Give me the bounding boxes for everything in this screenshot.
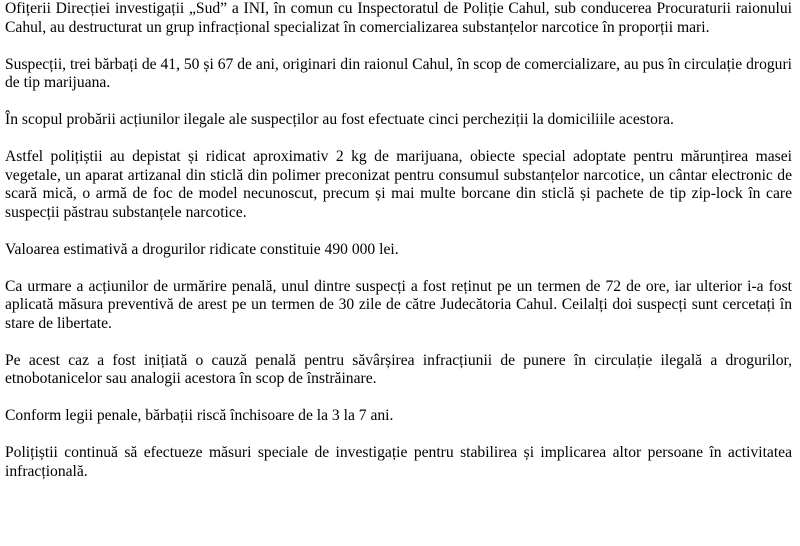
paragraph-penalty: Conform legii penale, bărbații riscă închisoare de la 3 la 7 ani. [5, 407, 394, 424]
paragraph-group-dismantled: Ofițerii Direcției investigații „Sud” a INI, în comun cu Inspectoratul de Poliție Cahul, sub conducerea Procuraturii raionului Cahul, au destructurat un grup infracțional specializat în comercializarea substanțelor narcotice în proporții mari. [5, 0, 792, 36]
paragraph-seized-items: Astfel polițiștii au depistat și ridicat aproximativ 2 kg de marijuana, obiecte special adoptate pentru mărunțirea masei vegetale, un aparat artizanal din sticlă din polimer preconizat pentru consumul substanțelor narcotice, un cântar electronic de scară mică, o armă de foc de model necunoscut, precum și mai multe borcane din sticlă și pachete de tip zip-lock în care suspecții păstrau substanțele narcotice. [5, 148, 792, 221]
paragraph-ongoing-investigation: Polițiștii continuă să efectueze măsuri speciale de investigație pentru stabilirea și implicarea altor persoane în activitatea infracțională. [5, 444, 792, 480]
paragraph-detention: Ca urmare a acțiunilor de urmărire penală, unul dintre suspecți a fost reținut pe un termen de 72 de ore, iar ulterior i-a fost aplicată măsura preventivă de arest pe un termen de 30 zile de către Judecătoria Cahul. Ceilalți doi suspecți sunt cercetați în stare de libertate. [5, 277, 792, 332]
paragraph-estimated-value: Valoarea estimativă a drogurilor ridicate constituie 490 000 lei. [5, 240, 399, 258]
paragraph-suspects: Suspecții, trei bărbați de 41, 50 și 67 de ani, originari din raionul Cahul, în scop de comercializare, au pus în circulație droguri de tip marijuana. [5, 55, 792, 91]
paragraph-searches: În scopul probării acțiunilor ilegale ale suspecților au fost efectuate cinci percheziții la domiciliile acestora. [5, 111, 674, 128]
paragraph-criminal-case: Pe acest caz a fost inițiată o cauză penală pentru săvârșirea infracțiunii de punere în circulație ilegală a drogurilor, etnobotanicelor sau analogii acestora în scop de înstrăinare. [5, 351, 792, 387]
